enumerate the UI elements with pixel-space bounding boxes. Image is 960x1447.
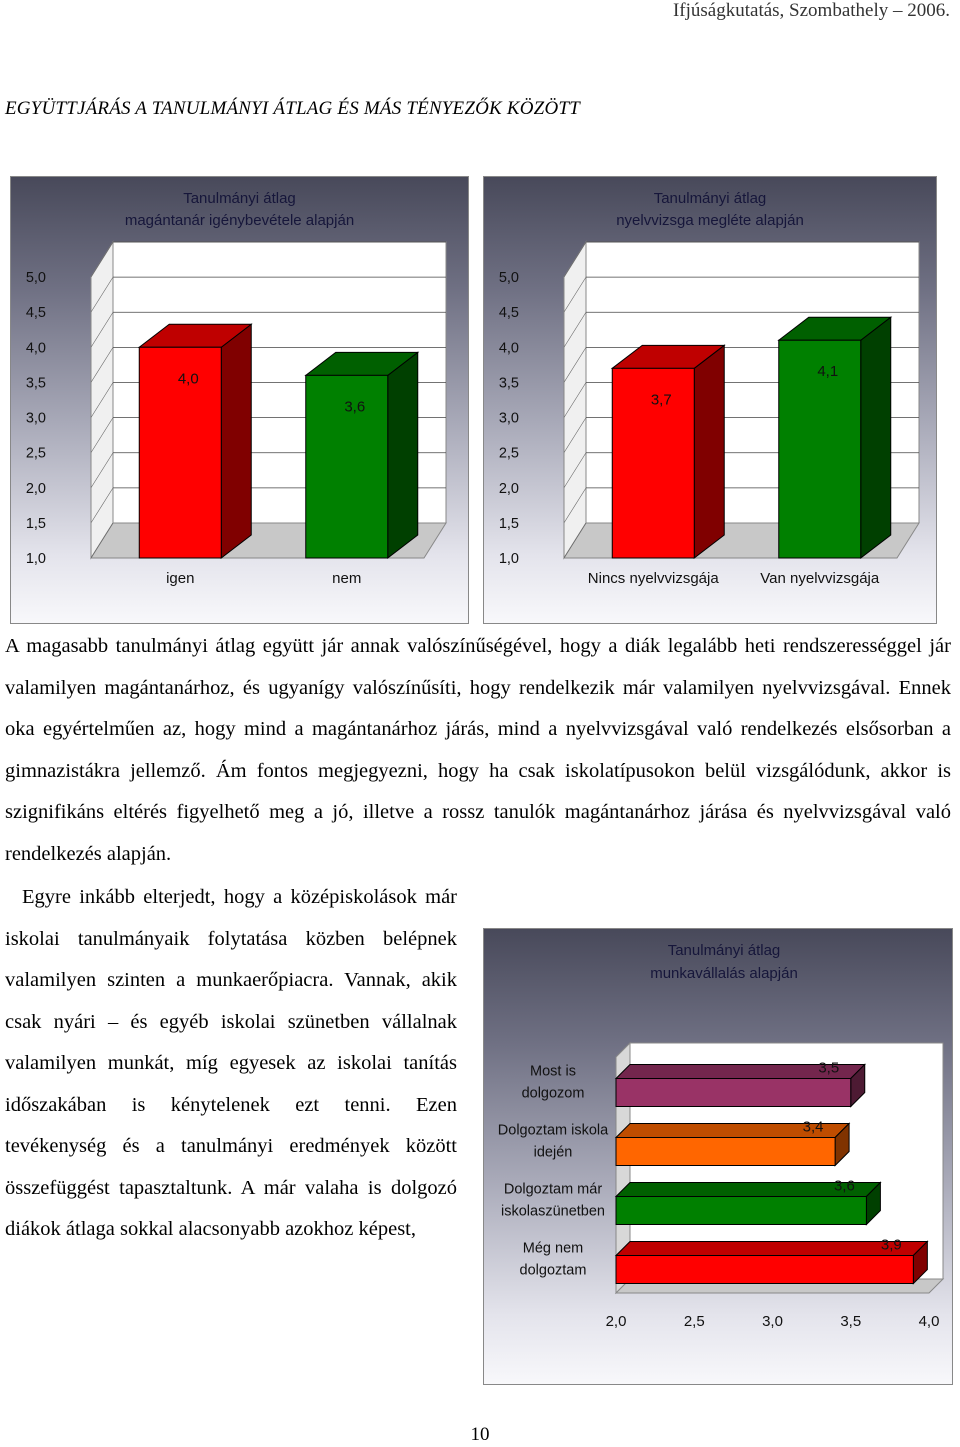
paragraph-1: A magasabb tanulmányi átlag együtt jár annak valószínűségével, hogy a diák legalább heti rendszerességgel jár valamilyen magántanárhoz, és ugyanígy valószínűsíti, hogy rendelkezik már valamilyen nyelvvizsgával. Ennek oka egyértelműen az, hogy mind a magántanárhoz járás, mind a nyelvvizsgával való rendelkezés elsősorban a gimnazistákra jellemző. Ám fontos megjegyezni, hogy ha csak iskolatípusokon belül vizsgálódunk, akkor is szignifikáns eltérés figyelhető meg a jó, illetve a rossz tanulók magántanárhoz járása és nyelvvizsgával való rendelkezés alapján. — [5, 635, 951, 865]
chart0-ytick-label: 3,5 — [25, 375, 46, 392]
chart1-ytick-label: 4,5 — [498, 305, 519, 322]
chart-private-tutor-svg — [11, 177, 468, 623]
chart2-title-line: Tanulmányi átlag — [667, 942, 781, 959]
chart0-category-label: nem — [332, 570, 362, 587]
chart1-data-label: 4,1 — [817, 363, 839, 381]
chart2-category-label: idején — [533, 1144, 573, 1161]
chart-language-exam — [483, 176, 937, 624]
chart0-ytick-label: 2,0 — [25, 480, 46, 497]
chart0-ytick-label: 5,0 — [25, 270, 46, 286]
chart1-data-label: 3,7 — [650, 391, 672, 409]
chart0-ytick-label: 3,0 — [25, 410, 46, 427]
chart2-category-label: Dolgoztam már — [503, 1181, 603, 1198]
chart2-data-label: 3,4 — [802, 1118, 824, 1136]
chart-employment — [483, 928, 953, 1385]
chart1-ytick-label: 2,0 — [498, 480, 519, 497]
chart2-xtick-label: 2,0 — [605, 1313, 627, 1330]
section-title: EGYÜTTJÁRÁS A TANULMÁNYI ÁTLAG ÉS MÁS TÉNYEZŐK KÖZÖTT — [5, 98, 580, 119]
chart2-title-line: munkavállalás alapján — [650, 965, 798, 982]
chart1-ytick-label: 5,0 — [498, 270, 519, 286]
chart2-category-label: Dolgoztam iskola — [497, 1122, 609, 1139]
chart-private-tutor — [10, 176, 469, 624]
chart2-category-label: dolgoztam — [519, 1262, 587, 1279]
paragraph-2-text: Egyre inkább elterjedt, hogy a középiskolások már iskolai tanulmányaik folytatása közben belépnek valamilyen szinten a munkaerőpiacra. Vannak, akik csak nyári – és egyéb iskolai szünetben vállalnak valamilyen munkát, míg egyesek az iskolai tanítás időszakában is kénytelenek ezt tenni. Ezen tevékenység és a tanulmányi eredmények között összefüggést tapasztaltunk. A már valaha is dolgozó diákok átlaga sokkal alacsonyabb azokhoz képest, — [5, 886, 457, 1240]
chart0-ytick-label: 2,5 — [25, 445, 46, 462]
chart2-xtick-label: 2,5 — [683, 1313, 705, 1330]
chart0-title-line: Tanulmányi átlag — [183, 190, 296, 207]
chart2-xtick-label: 3,5 — [840, 1313, 862, 1330]
chart0-category-label: igen — [166, 570, 195, 587]
chart1-ytick-label: 4,0 — [498, 340, 519, 357]
chart2-data-label: 3,9 — [880, 1236, 902, 1254]
chart2-bar — [616, 1079, 851, 1107]
chart1-ytick-label: 1,5 — [498, 515, 519, 532]
chart1-ytick-label: 3,0 — [498, 410, 519, 427]
chart2-category-label: Most is — [530, 1063, 576, 1080]
chart2-bar — [616, 1256, 913, 1284]
chart2-category-label: dolgozom — [521, 1085, 585, 1102]
chart2-data-label: 3,6 — [833, 1177, 855, 1195]
chart0-data-label: 4,0 — [177, 370, 199, 388]
chart1-title-line: Tanulmányi átlag — [653, 190, 767, 207]
chart2-data-label: 3,5 — [818, 1059, 840, 1077]
chart2-category-label: Még nem — [522, 1240, 584, 1257]
paragraph-2 — [5, 877, 457, 1251]
chart0-ytick-label: 1,0 — [25, 551, 46, 567]
chart1-bar-side — [694, 345, 724, 558]
chart-language-exam-svg — [484, 177, 936, 623]
chart0-ytick-label: 4,0 — [25, 340, 46, 357]
chart0-ytick-label: 4,5 — [25, 305, 46, 322]
chart2-bar — [616, 1197, 866, 1225]
chart0-bar-side — [388, 352, 418, 558]
chart1-ytick-label: 1,0 — [498, 551, 519, 567]
chart2-category-label: iskolaszünetben — [501, 1203, 605, 1220]
chart0-title-line: magántanár igénybevétele alapján — [124, 212, 355, 229]
chart2-bar — [616, 1138, 835, 1166]
chart1-ytick-label: 3,5 — [498, 375, 519, 392]
page-number: 10 — [470, 1424, 490, 1445]
chart1-category-label: Van nyelvvizsgája — [760, 570, 880, 587]
chart1-title-line: nyelvvizsga megléte alapján — [616, 212, 804, 229]
chart0-data-label: 3,6 — [344, 398, 366, 416]
chart2-xtick-label: 4,0 — [918, 1313, 940, 1330]
chart0-ytick-label: 1,5 — [25, 515, 46, 532]
chart2-xtick-label: 3,0 — [762, 1313, 783, 1330]
chart-employment-svg — [484, 929, 952, 1384]
chart1-category-label: Nincs nyelvvizsgája — [587, 570, 719, 587]
chart1-ytick-label: 2,5 — [498, 445, 519, 462]
chart0-bar-side — [221, 324, 251, 558]
running-header: Ifjúságkutatás, Szombathely – 2006. — [672, 0, 950, 21]
chart1-bar-side — [861, 317, 891, 558]
